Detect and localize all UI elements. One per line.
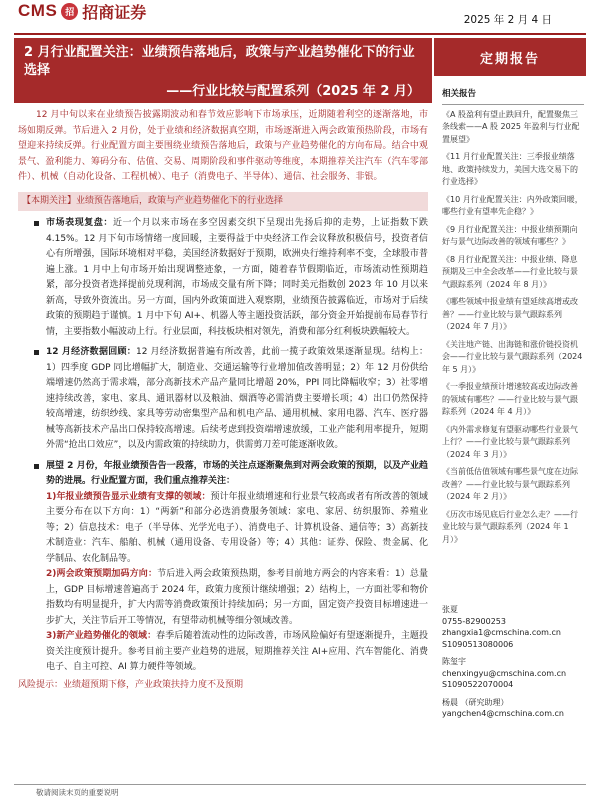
outlook-item-text: 节后进入两会政策预热期，参考目前地方两会的内容来看：1）总量上，GDP 目标增速普遍高于 2024 年，政策力度预计继续增强；2）结构上，一方面社零和物价指数均有明显提升，扩大内需等消费政策预计持续加码；另一方面，固定资产投资目标增速进一步扩大，关注节后开工等情况，有望带动机械等细分领域改善。 [46, 569, 428, 626]
logo-cms-text: CMS [18, 1, 58, 20]
related-report-item[interactable]: 《当前低估值领域有哪些景气度在边际改善？——行业比较与景气跟踪系列（2024 年 2 月）》 [442, 467, 578, 501]
related-report-item[interactable]: 《关注地产链、出海链和涨价链投资机会——行业比较与景气跟踪系列（2024 年 5 月）》 [442, 339, 583, 374]
analyst-contacts [442, 604, 584, 726]
logo-chinese-text: 招商证券 [82, 2, 147, 22]
contact-name: 杨晨 （研究助理） [442, 697, 509, 707]
bullet-text: 12 月经济数据普遍有所改善，此前一揽子政策效果逐渐显现。结构上：1）四季度 GDP 同比增幅扩大，制造业、交通运输等行业增加值改善明显；2）年 12 月份供给端增速仍然高于需求端，部分高新技术产品产量同比增超 20%，PPI 同比降幅收窄；3）社零增速持续改善，家电、家具、通讯器材以及粮油、烟酒等必需消费主要增长项；4）出口仍然保持较高增速，纺织纱线、家具等劳动密集型产品和机电产品、通用机械、家用电器、汽车、医疗器械等高新技术产品出口保持较高增速。后续考虑到投资端增速放缓，工业产能利用率提升，短期外需“抢出口效应”，以及内需政策的持续助力，供需剪刀差可能逐渐收敛。 [46, 347, 428, 450]
focus-heading: 【本期关注】业绩预告落地后，政策与产业趋势催化下的行业选择 [18, 192, 428, 212]
outlook-item [46, 629, 428, 676]
footer-divider [14, 784, 586, 785]
contact-name: 张夏 [442, 605, 458, 614]
logo-mark-icon: 招 [61, 3, 78, 20]
outlook-item-lead: 2)两会政策预期加码方向： [46, 569, 158, 579]
contact-block [442, 697, 584, 720]
outlook-item-text: 预计年报业绩增速和行业景气较高或者有所改善的领域主要分布在以下方向：1）“两新”和部分必选消费服务领域：家电、家居、纺织服饰、养殖业等；2）信息技术：电子（半导体、光学光电子）、消费电子、计算机设备、通信等；3）高新技术制造业：汽车、船舶、机械（通用设备、专用设备）等；4）其他：证券、保险、贵金属、化学制品、农化制品等。 [46, 491, 428, 564]
contact-name: 陈玺宇 [442, 657, 466, 666]
report-date: 2025 年 2 月 4 日 [463, 14, 552, 26]
related-report-item[interactable]: 《一季报业绩预计增速较高或边际改善的领域有哪些？——行业比较与景气跟踪系列（2024 年 4 月）》 [442, 382, 578, 416]
bullet-text: 近一个月以来市场在多空因素交织下呈现出先扬后抑的走势，上证指数下跌 4.15%。12 月下旬市场情绪一度回暖，主要得益于中央经济工作会议释放积极信号，投资者信心有所增强，国际环境相对平稳，美国经济数据好于预期，欧洲央行维持利率不变，全球股市普遍上涨。1 月中上旬市场开始出现调整迹象，一方面，随着春节假期临近，市场流动性预期趋紧，部分投资者选择提前兑现利润，市场成交量有所下降；同时美元指数创 2023 年 10 月以来新高，导致外资流出。另一方面，国内外政策面进入观察期，业绩预告披露临近，市场对于后续政策的预期趋于谨慎。1 月中下旬 AI+、机器人等主题投资活跃，部分资金开始提前布局春节行情，主要指数小幅波动上行。行业层面，科技板块相对领先，消费和部分红利板块跌幅较大。 [46, 218, 428, 337]
footer-disclaimer: 敬请阅读末页的重要说明 [36, 788, 119, 797]
related-report-item[interactable]: 《10 月行业配置关注：内外政策回暖，哪些行业有望率先企稳？》 [442, 194, 583, 216]
related-reports [442, 88, 584, 551]
header-divider [14, 33, 586, 35]
outlook-item-lead: 1)年报业绩预告显示业绩有支撑的领域： [46, 491, 211, 502]
related-report-item[interactable]: 《A 股盈利有望止跌回升，配置聚焦三条线索——A 股 2025 年盈利与行业配置展望》 [442, 109, 580, 144]
related-title: 相关报告 [442, 88, 584, 105]
contact-phone: 0755-82900253 [442, 616, 506, 626]
contact-email[interactable]: chenxingyu@cmschina.com.cn [442, 668, 567, 678]
related-report-item[interactable]: 《内外需求修复有望驱动哪些行业景气上行？——行业比较与景气跟踪系列（2024 年 3 月）》 [442, 424, 578, 459]
contact-cert: S1090513080006 [442, 639, 514, 649]
bullet-lead: 市场表现复盘： [46, 218, 113, 228]
related-report-item[interactable]: 《历次市场见底后行业怎么走？——行业比较与景气跟踪系列（2024 年 1 月）》 [442, 509, 578, 544]
report-type-badge: 定期报告 [434, 38, 586, 76]
report-subtitle: ——行业比较与配置系列（2025 年 2 月） [166, 84, 420, 99]
contact-cert: S1090522070004 [442, 680, 514, 689]
summary-paragraph: 12 月中旬以来在业绩预告披露期波动和春节效应影响下市场承压，近期随着利空的逐渐落地，市场如期反弹。节后进入 2 月份，处于业绩和经济数据真空期，市场逐渐进入两会政策预热阶段，市场有望迎来持续反弹。行业配置方面主要围绕业绩预告落地后，政策与产业趋势催化的方向布局。结合中观景气、盈利能力、筹码分布、估值、交易、周期阶段和事件驱动等维度，本期推荐关注汽车（汽车零部件）、机械（自动化设备、工程机械）、电子（消费电子、半导体）、通信、社会服务、非银。 [18, 110, 428, 182]
related-report-item[interactable]: 《8 月行业配置关注：中报业绩、降息预期及三中全会改革——行业比较与景气跟踪系列（2024 年 8 月）》 [442, 254, 578, 289]
bullet-lead: 12 月经济数据回顾： [46, 347, 136, 357]
outlook-item [46, 490, 428, 568]
outlook-lead: 展望 2 月份，年报业绩预告告一段落，市场的关注点逐渐聚焦到对两会政策的预期，以及产业趋势的进展。行业配置方面，我们重点推荐关注： [46, 460, 428, 486]
title-band [14, 38, 432, 103]
contact-block [442, 656, 584, 691]
contact-block [442, 604, 584, 650]
contact-email[interactable]: zhangxia1@cmschina.com.cn [442, 628, 561, 637]
contact-email[interactable]: yangchen4@cmschina.com.cn [442, 709, 564, 718]
related-report-item[interactable]: 《11 月行业配置关注：三季报业绩落地、政策持续发力，美国大选交易下的行业选择》 [442, 152, 578, 186]
report-title: 2 月行业配置关注：业绩预告落地后，政策与产业趋势催化下的行业选择 [24, 45, 415, 78]
bullet-market-review [18, 216, 428, 340]
bullet-outlook [18, 459, 428, 676]
main-content [18, 108, 428, 693]
related-report-item[interactable]: 《哪些领域中报业绩有望延续高增或改善？——行业比较与景气跟踪系列（2024 年 7 月）》 [442, 297, 578, 331]
bullet-econ-data [18, 345, 428, 454]
outlook-item-lead: 3)新产业趋势催化的领域： [46, 631, 157, 641]
risk-warning: 风险提示：业绩超预期下修，产业政策扶持力度不及预期 [18, 679, 244, 690]
outlook-item [46, 567, 428, 629]
outlook-item-text: 春季后随着流动性的边际改善，市场风险偏好有望逐渐提升，主题投资关注度预计提升。参考目前主要产业趋势的进展，短期推荐关注 AI+应用、汽车智能化、消费电子、自主可控、AI 算力硬件等领域。 [46, 631, 428, 672]
brand-logo [18, 2, 146, 20]
related-report-item[interactable]: 《9 月行业配置关注：中报业绩预期向好与景气边际改善的领域有哪些？》 [442, 224, 578, 246]
